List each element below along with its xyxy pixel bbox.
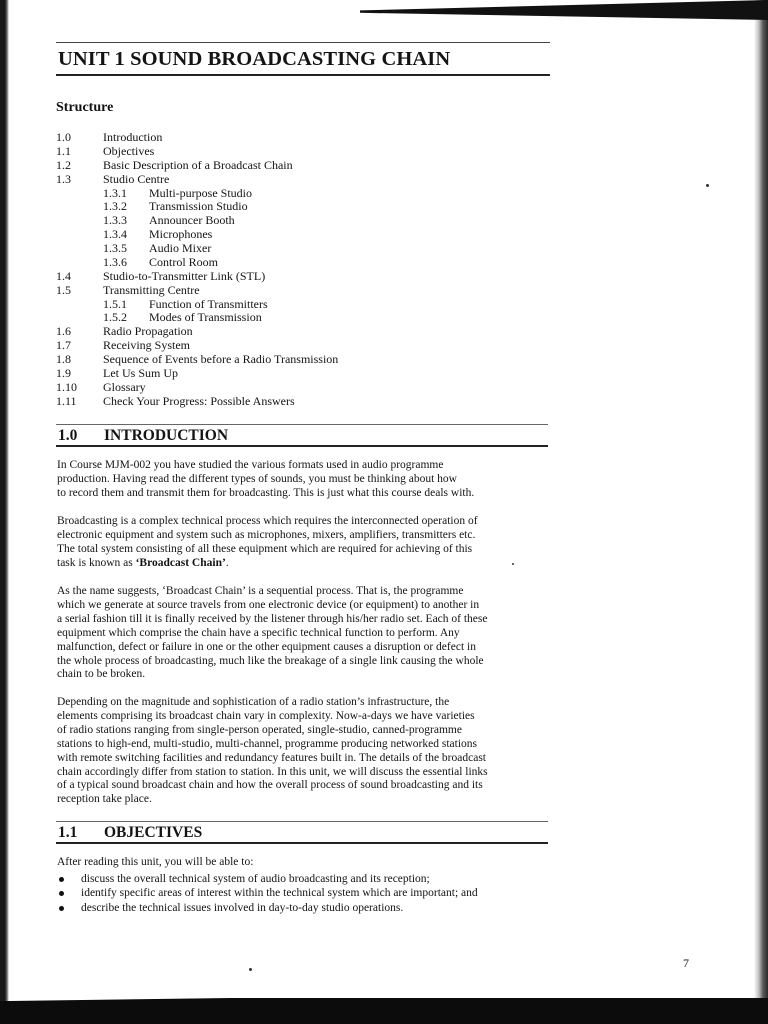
text-line: In Course MJM-002 you have studied the various formats used in audio programme [57,459,444,471]
toc-number: 1.2 [56,157,71,172]
toc-item [56,256,516,270]
section-title: INTRODUCTION [104,427,229,444]
scan-speck [249,968,252,971]
toc-number: 1.3.3 [103,213,127,228]
scan-top-shadow [360,0,768,20]
toc-title: Announcer Booth [149,213,235,228]
text-line: stations to high-end, multi-studio, multi-channel, programme producing networked stations [57,737,477,750]
toc-number: 1.3.6 [103,254,127,269]
toc-item [56,311,516,325]
toc-item [56,284,516,298]
text-line: of radio stations ranging from single-person operated, single-studio, canned-programme [57,723,462,736]
toc-title: Transmission Studio [149,199,248,214]
intro-paragraph-1 [57,459,547,501]
toc-number: 1.3.4 [103,227,127,242]
introduction-heading [56,424,548,447]
text-line: to record them and transmit them for broadcasting. This is just what this course deals with. [57,486,475,499]
intro-paragraph-2 [57,515,547,571]
text-line: which we generate at source travels from one electronic device (or equipment) to another in [57,598,480,611]
toc-item [56,187,516,201]
toc-title: Multi-purpose Studio [149,185,253,200]
toc-item [56,353,516,367]
toc-title: Glossary [103,379,146,394]
structure-heading: Structure [56,100,114,115]
toc-item [56,145,516,159]
toc-number: 1.3.5 [103,241,127,255]
text-line: the whole process of broadcasting, much like the breakage of a single link causing the whole [57,654,484,667]
bullet-icon [59,891,64,896]
objective-text: describe the technical issues involved in day-to-day studio operations. [81,901,404,914]
toc-item [56,270,516,284]
toc-item [56,159,516,173]
toc-item [56,173,516,187]
section-number: 1.1 [58,824,78,841]
toc-item [56,214,516,228]
bullet-icon [59,906,64,911]
toc-number: 1.5.2 [103,310,127,325]
text-line: Broadcasting is a complex technical process which requires the interconnected operation of [57,515,478,527]
toc-number: 1.7 [56,338,71,353]
text-line [57,557,547,571]
toc-number: 1.8 [56,352,71,366]
toc-number: 1.9 [56,365,71,380]
text-line: As the name suggests, ‘Broadcast Chain’ is a sequential process. That is, the programme [57,585,464,597]
toc-title: Transmitting Centre [103,282,200,297]
toc-number: 1.3.2 [103,199,127,214]
toc-item [56,298,516,312]
toc-title: Radio Propagation [103,324,193,339]
toc-title: Audio Mixer [149,241,212,255]
text-line: Depending on the magnitude and sophistication of a radio station’s infrastructure, the [57,696,450,708]
toc-number: 1.5 [56,282,71,297]
text-line: malfunction, defect or failure in one or the other equipment causes a disruption or defect in [57,640,476,653]
text-line: equipment which comprise the chain have a specific technical function to perform. Any [57,626,460,639]
toc-title: Check Your Progress: Possible Answers [103,393,295,408]
toc-number: 1.11 [56,393,77,408]
toc-number: 1.4 [56,268,71,283]
text-line: of a typical sound broadcast chain and how the overall process of sound broadcasting and its [57,779,483,792]
toc-item [56,242,516,256]
intro-paragraph-3 [57,585,547,682]
unit-title: UNIT 1 SOUND BROADCASTING CHAIN [56,42,550,76]
toc-item [56,228,516,242]
section-title: OBJECTIVES [104,824,203,841]
objective-text: identify specific areas of interest within the technical system which are important; and [81,887,478,900]
objective-text: discuss the overall technical system of audio broadcasting and its reception; [81,873,430,885]
toc-number: 1.3 [56,171,71,186]
text-line: chain accordingly differ from station to station. In this unit, we will discuss the essential links [57,765,488,778]
toc-title: Introduction [103,130,163,144]
text-line: electronic equipment and system such as microphones, mixers, amplifiers, transmitters etc. [57,528,476,541]
text-line: chain to be broken. [57,668,146,681]
toc-number: 1.1 [56,143,71,158]
toc-item [56,131,516,145]
text-line: a serial fashion till it is finally received by the listener through his/her radio set. Each of these [57,612,488,625]
toc-number: 1.6 [56,324,71,339]
objectives-heading [56,821,548,844]
table-of-contents [56,131,516,409]
toc-item [56,381,516,395]
scan-left-edge [0,0,9,1024]
objectives-lead [57,856,547,870]
text-line: elements comprising its broadcast chain vary in complexity. Now-a-days we have varieties [57,709,475,722]
toc-item [56,325,516,339]
toc-number: 1.0 [56,130,71,144]
section-number: 1.0 [58,427,78,444]
toc-title: Studio-to-Transmitter Link (STL) [103,268,266,283]
text-line: production. Having read the different types of sounds, you must be thinking about how [57,472,457,485]
text-run: task is known as [57,556,136,569]
toc-item [56,339,516,353]
toc-title: Sequence of Events before a Radio Transmission [103,352,339,366]
scan-speck [512,563,514,565]
toc-title: Basic Description of a Broadcast Chain [103,157,293,172]
toc-title: Control Room [149,254,219,269]
text-line: The total system consisting of all these equipment which are required for achieving of this [57,542,473,555]
toc-number: 1.3.1 [103,185,127,200]
toc-title: Function of Transmitters [149,296,268,311]
text-line: reception take place. [57,793,152,806]
toc-title: Studio Centre [103,171,170,186]
toc-title: Objectives [103,143,155,158]
text-line: with remote switching facilities and redundancy features built in. The details of the broadcast [57,751,486,764]
toc-number: 1.10 [56,379,77,394]
scan-right-edge [754,0,768,1024]
scan-bottom-edge [0,998,768,1024]
toc-title: Microphones [149,227,213,242]
page-number: 7 [683,956,689,970]
toc-item [56,395,516,409]
scan-speck [706,184,709,187]
toc-title: Let Us Sum Up [103,365,178,380]
text-run: . [225,556,229,569]
bullet-icon [59,877,64,882]
toc-title: Modes of Transmission [149,310,262,325]
text-line: After reading this unit, you will be able to: [57,856,254,868]
toc-item [56,200,516,214]
intro-paragraph-4 [57,696,547,807]
toc-title: Receiving System [103,338,190,353]
bold-term: ‘Broadcast Chain’ [135,556,226,569]
toc-item [56,367,516,381]
toc-number: 1.5.1 [103,296,127,311]
